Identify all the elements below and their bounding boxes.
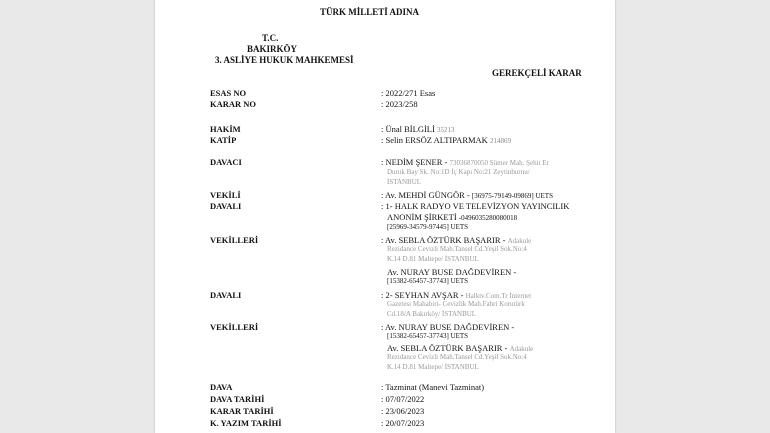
karar-tarihi-value: : 23/06/2023 bbox=[381, 406, 425, 416]
vek2-a-name: : Av. NURAY BUSE DAĞDEVİREN - bbox=[381, 322, 515, 332]
davali-2-address-3: Cd.18/A Bakırköy/ İSTANBUL bbox=[387, 310, 477, 318]
vek1-a-name: : Av. SEBLA ÖZTÜRK BAŞARIR - bbox=[381, 235, 506, 245]
vek1-a-address-2: Rezidance Cevizli Mah.Tansel Cd.Yeşil Sok.No:4 bbox=[387, 245, 527, 253]
esas-label: ESAS NO bbox=[210, 88, 247, 98]
yazim-tarihi-value: : 20/07/2023 bbox=[381, 418, 425, 428]
davali-1-value: : 1- HALK RADYO VE TELEVİZYON YAYINCILIK bbox=[381, 201, 570, 211]
tc-label: T.C. bbox=[262, 33, 279, 43]
karar-tarihi-label: KARAR TARİHİ bbox=[210, 406, 274, 416]
davali-2-address-2: Gazetesi Mahabiri- Cevizlik Mah.Fahri Korutürk bbox=[387, 300, 525, 308]
esas-value: : 2022/271 Esas bbox=[381, 88, 436, 98]
davali-2-label: DAVALI bbox=[210, 290, 242, 300]
davali-1-uets: [25969-34579-97445] UETS bbox=[387, 223, 469, 231]
dava-tarihi-label: DAVA TARİHİ bbox=[210, 394, 265, 404]
city-label: BAKIRKÖY bbox=[247, 44, 298, 54]
dava-value: : Tazminat (Manevi Tazminat) bbox=[381, 382, 485, 392]
vek2-b bbox=[387, 343, 533, 353]
karar-value: : 2023/258 bbox=[381, 99, 418, 109]
vek2-b-address-2: Rezidance Cevizli Mah.Tansel Cd.Yeşil Sok.No:4 bbox=[387, 353, 527, 361]
vek1-a-address-3: K.14 D.81 Maltepe/ İSTANBUL bbox=[387, 255, 479, 263]
decision-type: GEREKÇELİ KARAR bbox=[492, 68, 582, 78]
davaci-address-3: İSTANBUL bbox=[387, 178, 422, 186]
hakim-label: HAKİM bbox=[210, 124, 241, 134]
davaci-name: : NEDİM ŞENER - bbox=[381, 157, 448, 167]
vekili-label: VEKİLİ bbox=[210, 190, 241, 200]
davaci-label: DAVACI bbox=[210, 157, 242, 167]
dava-tarihi-value: : 07/07/2022 bbox=[381, 394, 425, 404]
document-heading: TÜRK MİLLETİ ADINA bbox=[320, 7, 420, 17]
vekilleri-2-label: VEKİLLERİ bbox=[210, 322, 259, 332]
davaci-address-1: 73036870050 Sümer Mah. Şehit Er bbox=[449, 159, 549, 167]
davaci-address-2: Duruk Bay Sk. No:1D İç Kapı No:21 Zeytinburnu/ bbox=[387, 168, 530, 176]
davali-1-company: ANONİM ŞİRKETİ bbox=[387, 212, 457, 222]
davaci-value bbox=[381, 157, 549, 167]
dava-label: DAVA bbox=[210, 382, 233, 392]
vek1-a-address-1: Adakule bbox=[507, 237, 532, 245]
vekilleri-1-a bbox=[381, 235, 531, 245]
vek2-b-address-3: K.14 D.81 Maltepe/ İSTANBUL bbox=[387, 363, 479, 371]
davali-2-address-1: Halktv.Com.Tr İnternet bbox=[465, 292, 532, 300]
hakim-code: 35213 bbox=[436, 126, 455, 134]
vek2-b-name: Av. SEBLA ÖZTÜRK BAŞARIR - bbox=[387, 343, 508, 353]
katip-name: : Selin ERSÖZ ALTIPARMAK bbox=[381, 135, 488, 145]
katip-code: 214869 bbox=[489, 137, 511, 145]
davali-2-name: : 2- SEYHAN AVŞAR - bbox=[381, 290, 464, 300]
davali-1-code: -0496035280080018 bbox=[458, 214, 518, 222]
vek2-b-address-1: Adakule bbox=[509, 345, 534, 353]
hakim-value bbox=[381, 124, 454, 134]
document-page bbox=[155, 0, 615, 433]
vek1-b-uets: [15382-65457-37743] UETS bbox=[387, 277, 469, 285]
vekili-uets: [36975-79149-09869] UETS bbox=[471, 192, 553, 200]
vek2-a-uets: [15382-65457-37743] UETS bbox=[387, 332, 469, 340]
hakim-name: : Ünal BİLGİLİ bbox=[381, 124, 435, 134]
davali-1-label: DAVALI bbox=[210, 201, 242, 211]
vekilleri-1-label: VEKİLLERİ bbox=[210, 235, 259, 245]
davali-2-value bbox=[381, 290, 531, 300]
davali-1-line2 bbox=[387, 212, 517, 222]
katip-label: KATİP bbox=[210, 135, 237, 145]
vekili-value bbox=[381, 190, 553, 200]
karar-label: KARAR NO bbox=[210, 99, 257, 109]
yazim-tarihi-label: K. YAZIM TARİHİ bbox=[210, 418, 282, 428]
katip-value bbox=[381, 135, 511, 145]
court-name: 3. ASLİYE HUKUK MAHKEMESİ bbox=[215, 55, 354, 65]
vek1-b-name: Av. NURAY BUSE DAĞDEVİREN - bbox=[387, 267, 517, 277]
vekili-name: : Av. MEHDİ GÜNGÖR - bbox=[381, 190, 470, 200]
